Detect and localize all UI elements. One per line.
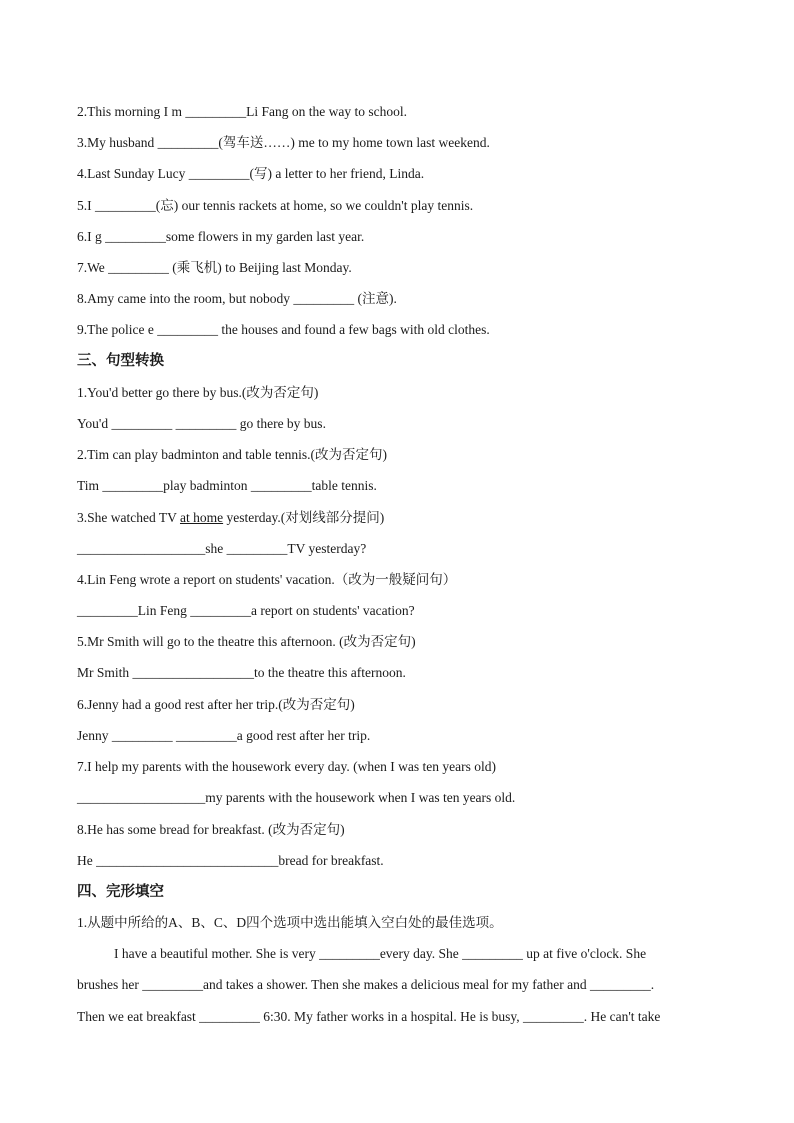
exercise-answer-line: He ___________________________bread for breakfast.	[77, 853, 384, 868]
cloze-instruction: 1.从题中所给的A、B、C、D四个选项中选出能填入空白处的最佳选项。	[77, 915, 503, 930]
exercise-item: 1.You'd better go there by bus.(改为否定句)	[77, 385, 319, 400]
cloze-passage-line: Then we eat breakfast _________ 6:30. My father works in a hospital. He is busy, _________. He can't take	[77, 1009, 661, 1024]
section-heading: 三、句型转换	[77, 353, 164, 369]
exercise-item: 4.Last Sunday Lucy _________(写) a letter to her friend, Linda.	[77, 166, 425, 181]
exercise-item: 2.Tim can play badminton and table tennis.(改为否定句)	[77, 447, 387, 462]
exercise-answer-line: ___________________she _________TV yesterday?	[77, 541, 367, 556]
exercise-item: 6.I g _________some flowers in my garden last year.	[77, 229, 365, 244]
exercise-item: 4.Lin Feng wrote a report on students' vacation.（改为一般疑问句）	[77, 572, 457, 587]
exercise-item: 6.Jenny had a good rest after her trip.(改为否定句)	[77, 697, 355, 712]
exercise-item: 7.I help my parents with the housework every day. (when I was ten years old)	[77, 759, 497, 774]
exercise-item: 3.My husband _________(驾车送……) me to my home town last weekend.	[77, 135, 490, 150]
section-heading: 四、完形填空	[77, 884, 164, 900]
exercise-item: 7.We _________ (乘飞机) to Beijing last Monday.	[77, 260, 352, 275]
exercise-item: 3.She watched TV at home yesterday.(对划线部分提问)	[77, 510, 385, 525]
exercise-item: 9.The police e _________ the houses and found a few bags with old clothes.	[77, 322, 490, 337]
exercise-item: 5.Mr Smith will go to the theatre this afternoon. (改为否定句)	[77, 634, 416, 649]
exercise-item: 2.This morning I m _________Li Fang on the way to school.	[77, 104, 407, 119]
exercise-answer-line: Jenny _________ _________a good rest after her trip.	[77, 728, 371, 743]
exercise-answer-line: ___________________my parents with the housework when I was ten years old.	[77, 790, 516, 805]
cloze-passage-line: I have a beautiful mother. She is very _________every day. She _________ up at five o'clock. She	[114, 946, 647, 961]
exercise-item: 8.Amy came into the room, but nobody _________ (注意).	[77, 291, 397, 306]
exercise-item: 8.He has some bread for breakfast. (改为否定句)	[77, 822, 345, 837]
exercise-answer-line: Tim _________play badminton _________table tennis.	[77, 478, 377, 493]
cloze-passage-line: brushes her _________and takes a shower. Then she makes a delicious meal for my father and _________.	[77, 977, 655, 992]
exercise-answer-line: Mr Smith __________________to the theatre this afternoon.	[77, 665, 406, 680]
exercise-answer-line: _________Lin Feng _________a report on students' vacation?	[77, 603, 415, 618]
exercise-answer-line: You'd _________ _________ go there by bus.	[77, 416, 326, 431]
underlined-phrase: at home	[179, 510, 224, 525]
exercise-item: 5.I _________(忘) our tennis rackets at home, so we couldn't play tennis.	[77, 198, 474, 213]
